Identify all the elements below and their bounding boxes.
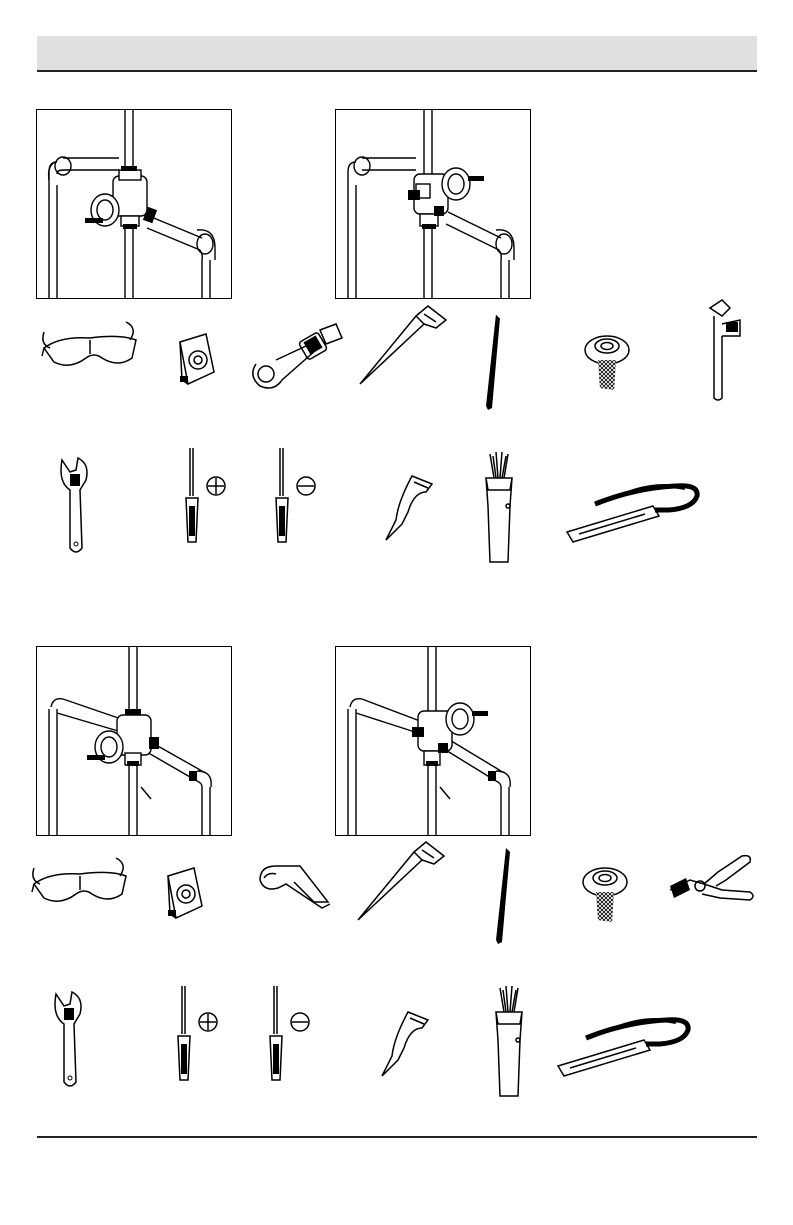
drywall-saw-icon <box>356 842 446 922</box>
pencil-icon <box>494 846 514 946</box>
phillips-screwdriver-icon <box>172 984 222 1084</box>
strap-wrench-icon <box>556 1010 696 1080</box>
plumbers-tape-icon <box>580 862 630 928</box>
pex-cutter-icon <box>256 858 332 910</box>
diagram-pex-threaded <box>335 646 531 836</box>
diagram-pex-crimp <box>36 646 232 836</box>
flat-screwdriver-icon <box>264 984 314 1084</box>
crimp-tool-icon <box>666 852 756 912</box>
sealant-tube-icon <box>374 1008 434 1078</box>
flashlight-icon <box>490 984 530 1102</box>
footer-rule <box>37 1136 757 1138</box>
safety-glasses-icon <box>30 854 130 909</box>
adjustable-wrench-icon <box>50 990 90 1090</box>
tape-measure-icon <box>164 866 204 922</box>
